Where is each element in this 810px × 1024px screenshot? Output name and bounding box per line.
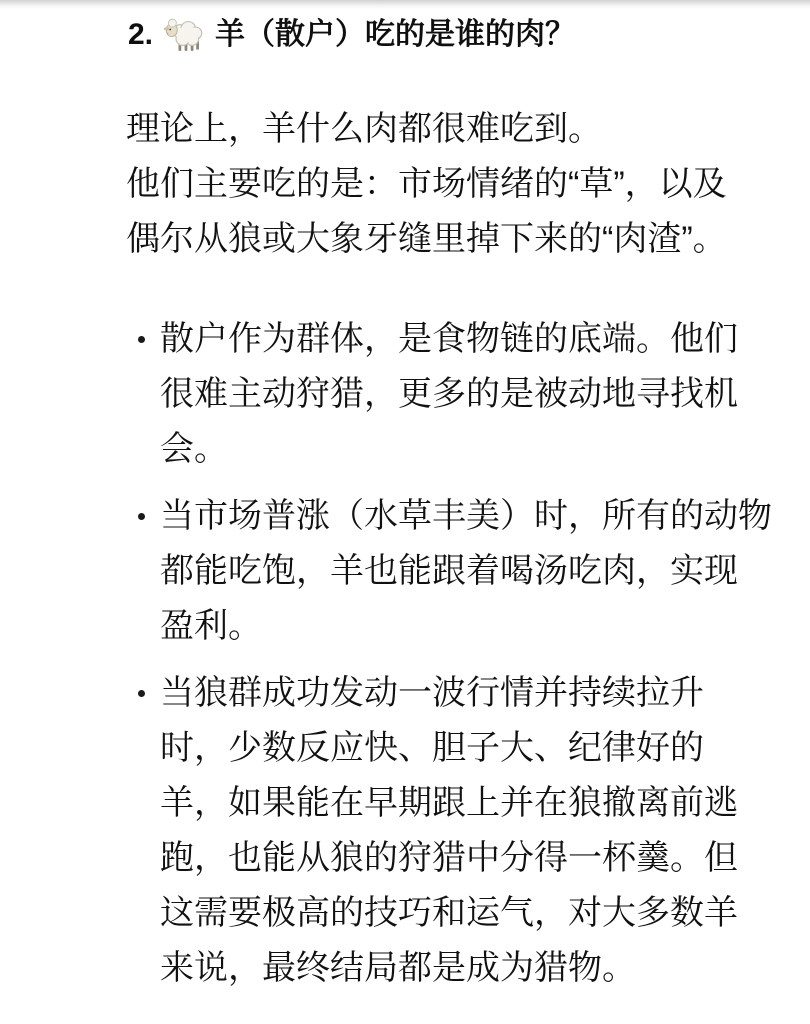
list-item-line: 羊，如果能在早期跟上并在狼撤离前逃 [160, 784, 738, 822]
paragraph-line: 他们主要吃的是：市场情绪的“草”，以及 [126, 165, 727, 203]
list-item-line: 来说，最终结局都是成为猎物。 [160, 949, 636, 987]
list-item-line: 跑，也能从狼的狩猎中分得一杯羹。但 [160, 839, 738, 877]
list-item [126, 489, 786, 654]
paragraph-line: 偶尔从狼或大象牙缝里掉下来的“肉渣”。 [126, 220, 727, 258]
top-edge-shading [0, 0, 810, 9]
list-item-line: 会。 [160, 430, 228, 468]
sheep-emoji-icon [162, 13, 206, 57]
heading-title: 羊（散户）吃的是谁的肉？ [215, 18, 576, 51]
bullet-list [126, 312, 786, 996]
section-heading [128, 13, 780, 57]
bullet-marker [138, 690, 145, 697]
list-item-line: 时，少数反应快、胆子大、纪律好的 [160, 729, 704, 767]
list-item [126, 312, 786, 477]
list-item-line: 散户作为群体，是食物链的底端。他们 [160, 320, 738, 358]
list-item-line: 盈利。 [160, 607, 262, 645]
paragraph-line: 理论上，羊什么肉都很难吃到。 [126, 110, 602, 148]
list-item [126, 666, 786, 996]
list-item-line: 都能吃饱，羊也能跟着喝汤吃肉，实现 [160, 552, 738, 590]
list-item-line: 当市场普涨（水草丰美）时，所有的动物 [160, 497, 772, 535]
bullet-marker [138, 513, 145, 520]
list-item-line: 很难主动狩猎，更多的是被动地寻找机 [160, 375, 738, 413]
list-item-line: 当狼群成功发动一波行情并持续拉升 [160, 674, 704, 712]
heading-number: 2. [128, 18, 154, 51]
intro-paragraph [126, 102, 780, 267]
list-item-line: 这需要极高的技巧和运气，对大多数羊 [160, 894, 738, 932]
bullet-marker [138, 336, 145, 343]
